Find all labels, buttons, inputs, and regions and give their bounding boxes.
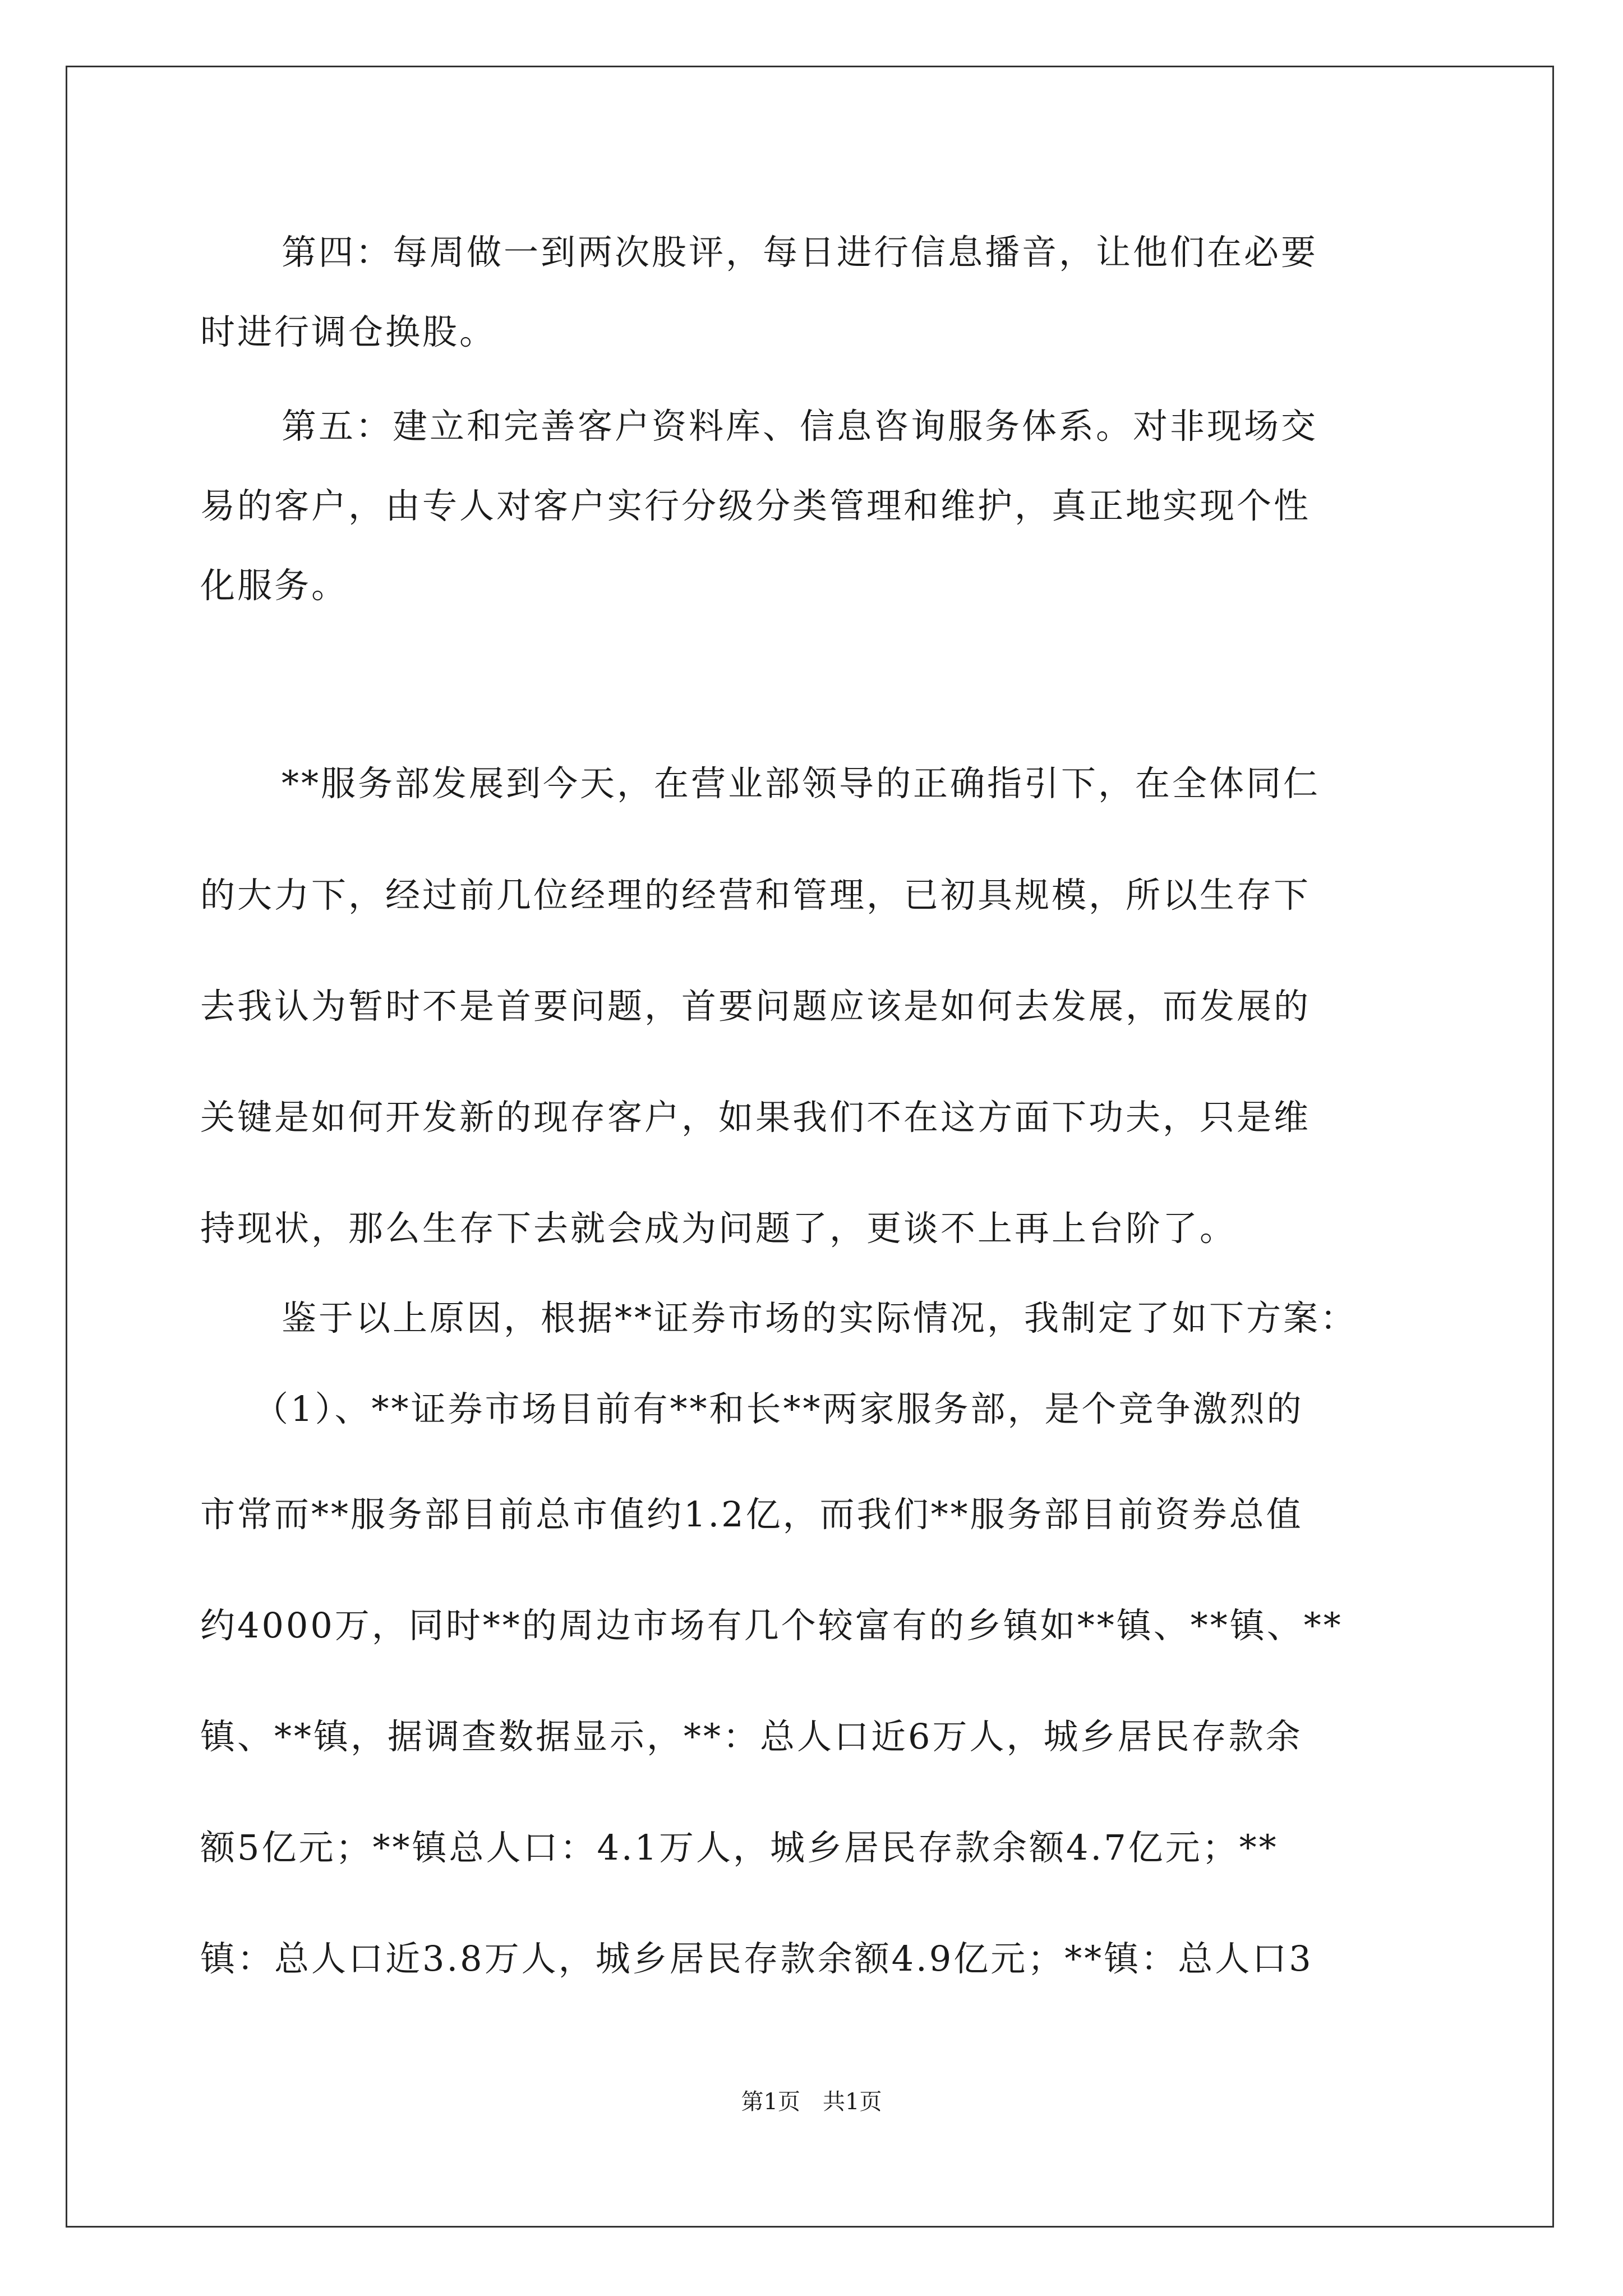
page-number-footer: 第1页 共1页: [741, 2089, 882, 2115]
text-line: 关键是如何开发新的现存客户，如果我们不在这方面下功夫，只是维: [200, 1097, 1311, 1138]
text-line: 镇：总人口近3.8万人，城乡居民存款余额4.9亿元；**镇：总人口3: [200, 1938, 1313, 1979]
text-line: 的大力下，经过前几位经理的经营和管理，已初具规模，所以生存下: [200, 875, 1311, 915]
text-line: 化服务。: [200, 565, 349, 606]
page-border: [66, 66, 1554, 2228]
text-line: 镇、**镇，据调查数据显示，**：总人口近6万人，城乡居民存款余: [200, 1716, 1303, 1757]
text-line: 市常而**服务部目前总市值约1.2亿，而我们**服务部目前资券总值: [200, 1494, 1303, 1535]
text-line: 时进行调仓换股。: [200, 311, 497, 352]
text-line: 持现状，那么生存下去就会成为问题了，更谈不上再上台阶了。: [200, 1208, 1237, 1249]
text-line: 第四：每周做一到两次股评，每日进行信息播音，让他们在必要: [282, 232, 1318, 273]
text-line: 第五：建立和完善客户资料库、信息咨询服务体系。对非现场交: [282, 406, 1318, 447]
text-line: 额5亿元；**镇总人口：4.1万人，城乡居民存款余额4.7亿元；**: [200, 1827, 1279, 1868]
text-line: **服务部发展到今天，在营业部领导的正确指引下，在全体同仁: [282, 763, 1321, 804]
text-line: 约4000万，同时**的周边市场有几个较富有的乡镇如**镇、**镇、**: [200, 1605, 1343, 1646]
text-line: （1）、**证券市场目前有**和长**两家服务部，是个竞争激烈的: [253, 1388, 1304, 1429]
text-line: 去我认为暂时不是首要问题，首要问题应该是如何去发展，而发展的: [200, 986, 1311, 1027]
text-line: 易的客户，由专人对客户实行分级分类管理和维护，真正地实现个性: [200, 485, 1311, 526]
text-line: 鉴于以上原因，根据**证券市场的实际情况，我制定了如下方案：: [282, 1297, 1358, 1338]
